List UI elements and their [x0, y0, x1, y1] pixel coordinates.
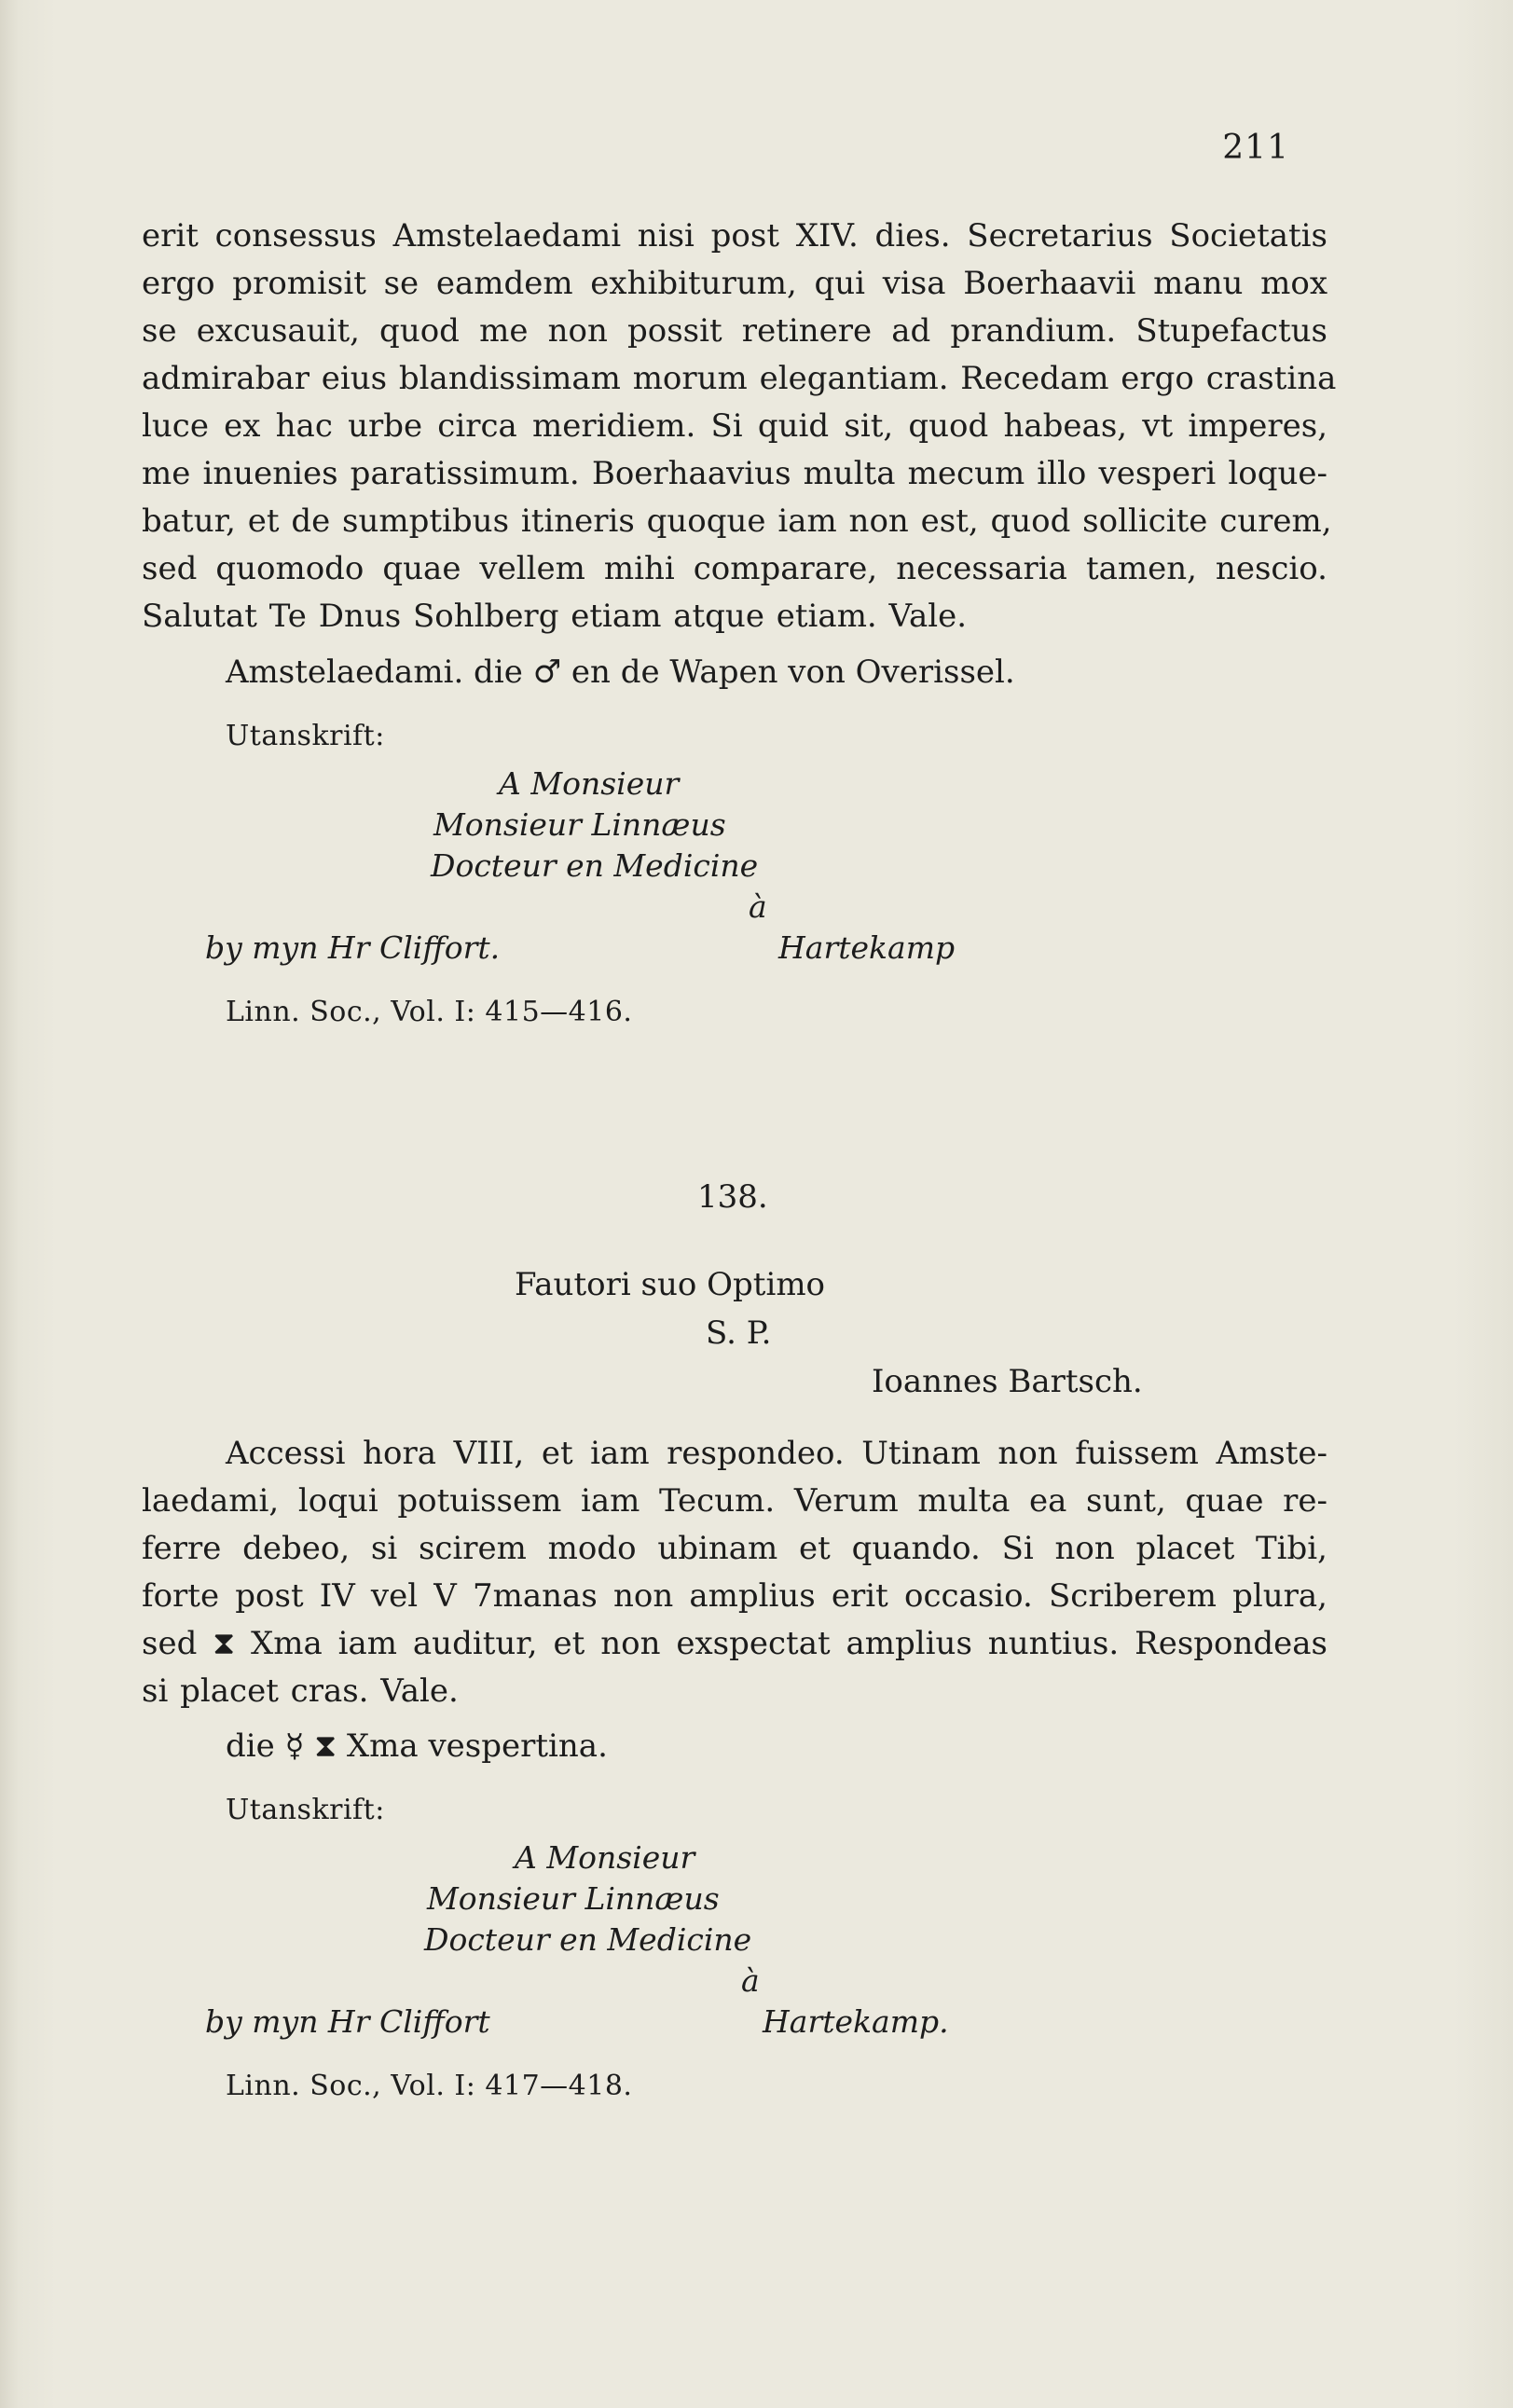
salutation: Fautori suo Optimo — [515, 1266, 826, 1303]
address-line: A Monsieur — [499, 765, 680, 802]
text-line: admirabar eius blandissimam morum elegantiam. Recedam ergo crastina — [142, 360, 1337, 397]
letter-1-body — [142, 213, 1337, 640]
salutation: S. P. — [706, 1314, 772, 1352]
address-line: by myn Hr Cliffort. — [205, 929, 501, 966]
letter-number: 138. — [697, 1178, 768, 1216]
text-line: ergo promisit se eamdem exhibiturum, qui visa Boerhaavii manu mox — [142, 265, 1327, 302]
text-line: si placet cras. Vale. — [142, 1672, 459, 1710]
text-line: me inuenies paratissimum. Boerhaavius multa mecum illo vesperi loque- — [142, 455, 1327, 492]
text-line: se excusauit, quod me non possit retinere ad prandium. Stupefactus — [142, 312, 1327, 350]
text-line: erit consessus Amstelaedami nisi post XIV. dies. Secretarius Societatis — [142, 217, 1327, 255]
letter-1-closing: Amstelaedami. die ♂ en de Wapen von Overissel. — [226, 654, 1015, 691]
text-line: forte post IV vel V 7manas non amplius erit occasio. Scriberem plura, — [142, 1577, 1327, 1615]
address-line: Docteur en Medicine — [424, 1921, 752, 1958]
text-line: sed ⧗ Xma iam auditur, et non exspectat amplius nuntius. Respondeas — [142, 1625, 1327, 1662]
sender-name: Ioannes Bartsch. — [872, 1363, 1143, 1400]
address-line: à — [749, 888, 767, 925]
text-line: batur, et de sumptibus itineris quoque iam non est, quod sollicite curem, — [142, 502, 1332, 540]
letter-1-source: Linn. Soc., Vol. I: 415—416. — [226, 996, 633, 1028]
letter-2-body — [142, 1430, 1327, 1715]
page-number: 211 — [1222, 129, 1289, 167]
address-line: by myn Hr Cliffort — [205, 2003, 490, 2040]
address-line: à — [741, 1962, 760, 1999]
address-line: Hartekamp — [778, 929, 956, 966]
letter-2-source: Linn. Soc., Vol. I: 417—418. — [226, 2070, 633, 2102]
letter-1-utanskrift-label: Utanskrift: — [226, 720, 385, 752]
text-line: sed quomodo quae vellem mihi comparare, necessaria tamen, nescio. — [142, 550, 1327, 587]
text-line: laedami, loqui potuissem iam Tecum. Verum multa ea sunt, quae re- — [142, 1482, 1327, 1520]
address-line: Monsieur Linnæus — [433, 806, 726, 843]
address-line: A Monsieur — [515, 1839, 695, 1876]
address-line: Monsieur Linnæus — [427, 1880, 720, 1917]
text-line: Accessi hora VIII, et iam respondeo. Utinam non fuissem Amste- — [226, 1435, 1327, 1472]
letter-2-closing: die ☿ ⧗ Xma vespertina. — [226, 1727, 608, 1765]
address-line: Docteur en Medicine — [431, 847, 759, 884]
text-line: ferre debeo, si scirem modo ubinam et quando. Si non placet Tibi, — [142, 1530, 1327, 1567]
text-line: luce ex hac urbe circa meridiem. Si quid sit, quod habeas, vt imperes, — [142, 407, 1327, 445]
text-line: Salutat Te Dnus Sohlberg etiam atque etiam. Vale. — [142, 598, 968, 635]
address-line: Hartekamp. — [763, 2003, 949, 2040]
letter-2-utanskrift-label: Utanskrift: — [226, 1794, 385, 1826]
